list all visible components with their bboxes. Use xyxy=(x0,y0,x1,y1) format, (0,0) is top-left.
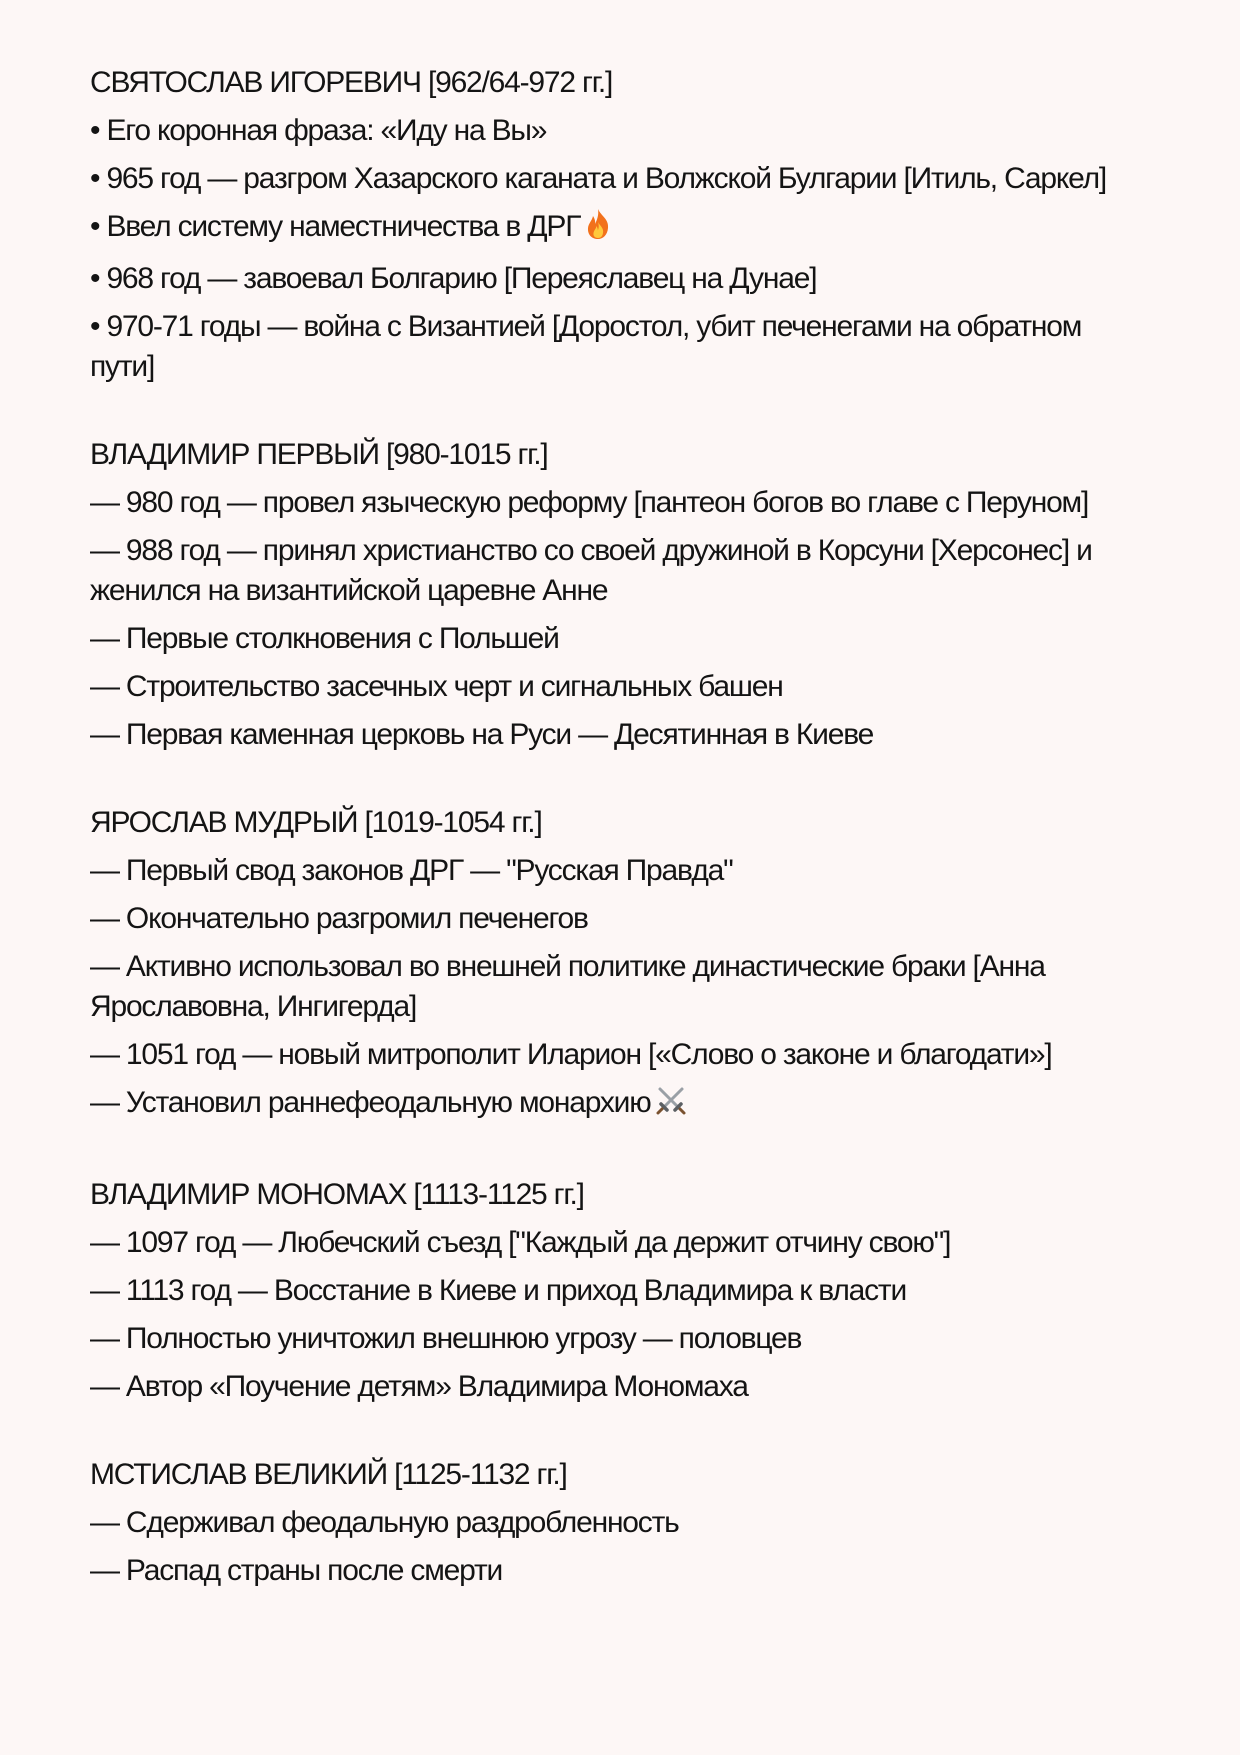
list-item: • 968 год — завоевал Болгарию [Переяславец на Дунае] xyxy=(90,262,817,295)
list-item: — Автор «Поучение детям» Владимира Мономаха xyxy=(90,1370,748,1403)
list-item: — Сдерживал феодальную раздробленность xyxy=(90,1506,679,1539)
section-title: СВЯТОСЛАВ ИГОРЕВИЧ [962/64-972 гг.] xyxy=(90,66,613,99)
fire-icon xyxy=(584,208,612,251)
list-item: — Окончательно разгромил печенегов xyxy=(90,902,588,935)
list-item: — 1113 год — Восстание в Киеве и приход Владимира к власти xyxy=(90,1274,907,1307)
list-item: — 988 год — принял христианство со своей дружиной в Корсуни [Херсонес] и женился на византийской царевне Анне xyxy=(90,534,1092,607)
list-item-text: — Установил раннефеодальную монархию xyxy=(90,1086,651,1119)
list-item: • 970-71 годы — война с Византией [Доростол, убит печенегами на обратном пути] xyxy=(90,310,1082,383)
list-item: — 1097 год — Любечский съезд ["Каждый да держит отчину свою"] xyxy=(90,1226,951,1259)
section-title: ЯРОСЛАВ МУДРЫЙ [1019-1054 гг.] xyxy=(90,806,542,839)
list-item xyxy=(90,207,1130,251)
list-item: — Первая каменная церковь на Руси — Десятинная в Киеве xyxy=(90,718,874,751)
crossed-swords-icon xyxy=(655,1084,687,1127)
list-item: — Распад страны после смерти xyxy=(90,1554,503,1587)
section-mstislav xyxy=(90,1455,1150,1591)
section-vladimir-first xyxy=(90,435,1150,755)
list-item: — Полностью уничтожил внешнюю угрозу — половцев xyxy=(90,1322,802,1355)
list-item: — Первые столкновения с Польшей xyxy=(90,622,559,655)
section-svyatoslav xyxy=(90,63,1150,387)
list-item-text: • Ввел систему наместничества в ДРГ xyxy=(90,210,581,243)
list-item: — Строительство засечных черт и сигнальных башен xyxy=(90,670,783,703)
section-yaroslav xyxy=(90,803,1150,1127)
list-item: — Первый свод законов ДРГ — "Русская Правда" xyxy=(90,854,733,887)
list-item: — Активно использовал во внешней политике династические браки [Анна Ярославовна, Ингигерда] xyxy=(90,950,1045,1023)
section-monomakh xyxy=(90,1175,1150,1407)
list-item: — 980 год — провел языческую реформу [пантеон богов во главе с Перуном] xyxy=(90,486,1089,519)
list-item: — 1051 год — новый митрополит Иларион [«Слово о законе и благодати»] xyxy=(90,1038,1052,1071)
section-title: МСТИСЛАВ ВЕЛИКИЙ [1125-1132 гг.] xyxy=(90,1458,567,1491)
section-title: ВЛАДИМИР МОНОМАХ [1113-1125 гг.] xyxy=(90,1178,584,1211)
list-item: • Его коронная фраза: «Иду на Вы» xyxy=(90,114,547,147)
list-item xyxy=(90,1083,1130,1127)
list-item: • 965 год — разгром Хазарского каганата и Волжской Булгарии [Итиль, Саркел] xyxy=(90,162,1107,195)
section-title: ВЛАДИМИР ПЕРВЫЙ [980-1015 гг.] xyxy=(90,438,548,471)
